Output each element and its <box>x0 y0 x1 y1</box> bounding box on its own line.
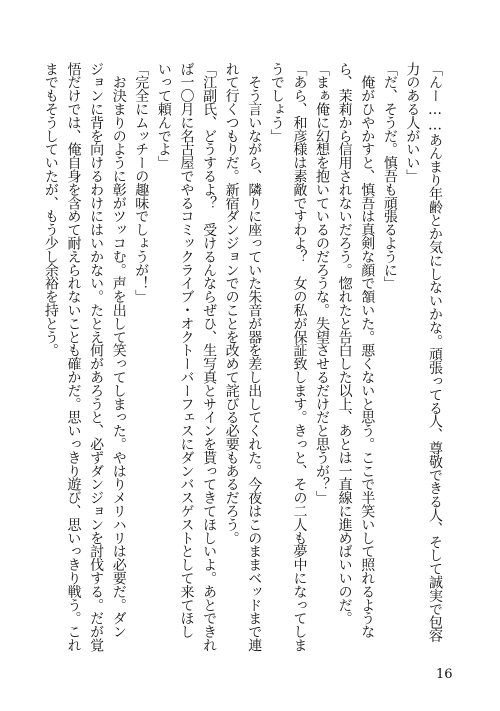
text-line: 「だ、そうだ。慎吾も頑張るように」 <box>381 62 398 290</box>
text-line: いって頼んでよ」 <box>155 62 172 170</box>
text-line: ら、茉莉から信用されないだろう。惚れたと告白した以上、あとは一直線に進めばいいのだ。 <box>336 62 353 625</box>
text-line: 「んー……あんまり年齢とか気にしないかな。頑張ってる人、尊敬できる人、そして誠実で包容 <box>427 62 443 643</box>
text-line: までもそうしていたが、もう少し余裕を持とう。 <box>42 62 59 357</box>
text-line: 力のある人がいい」 <box>404 62 421 183</box>
text-line: ジョンに背を向けるわけにはいかない。たとえ何があろうと、必ずダンジョンを討伐する。だが覚 <box>88 62 105 652</box>
text-line: 「まぁ俺に幻想を抱いているのだろうな。失望させるだけだと思うが？」 <box>314 62 331 505</box>
text-line: 「完全にムッチーの趣味でしょうが！」 <box>133 62 150 304</box>
text-line: 「江副氏、どうするよ？ 受けるんならぜひ、生写真とサインを貰ってきてほしいよ。あとできれ <box>201 62 218 652</box>
text-line: うでしょう」 <box>268 62 285 143</box>
page-number: 16 <box>436 667 453 682</box>
text-line: 俺がひやかすと、慎吾は真剣な顔で頷いた。悪くないと思う。ここで半笑いして照れるような <box>359 62 376 639</box>
text-line: 「あら、和彦様は素敵ですわよ？ 女の私が保証致します。きっと、その二人も夢中になってしま <box>291 62 308 652</box>
text-line: れて行くつもりだ。新宿ダンジョンでのことを改めて詫びる必要もあるだろう。 <box>223 62 240 545</box>
vertical-text-block <box>42 62 446 652</box>
text-line: そう言いながら、隣りに座っていた朱音が器を差し出してくれた。今夜はこのままベッドまで連 <box>246 62 263 652</box>
text-line: 悟だけでは、俺自身を含めて耐えられないことも確かだ。思いっきり遊び、思いっきり戦う。これ <box>65 62 82 652</box>
text-line: ば一〇月に名古屋でやるコミックライブ・オクトーバーフェスにダンバスゲストとして来てほし <box>178 62 195 639</box>
text-line: お決まりのように彰がツッコむ。声を出して笑ってしまった。やはりメリハリは必要だ。ダン <box>110 62 127 639</box>
